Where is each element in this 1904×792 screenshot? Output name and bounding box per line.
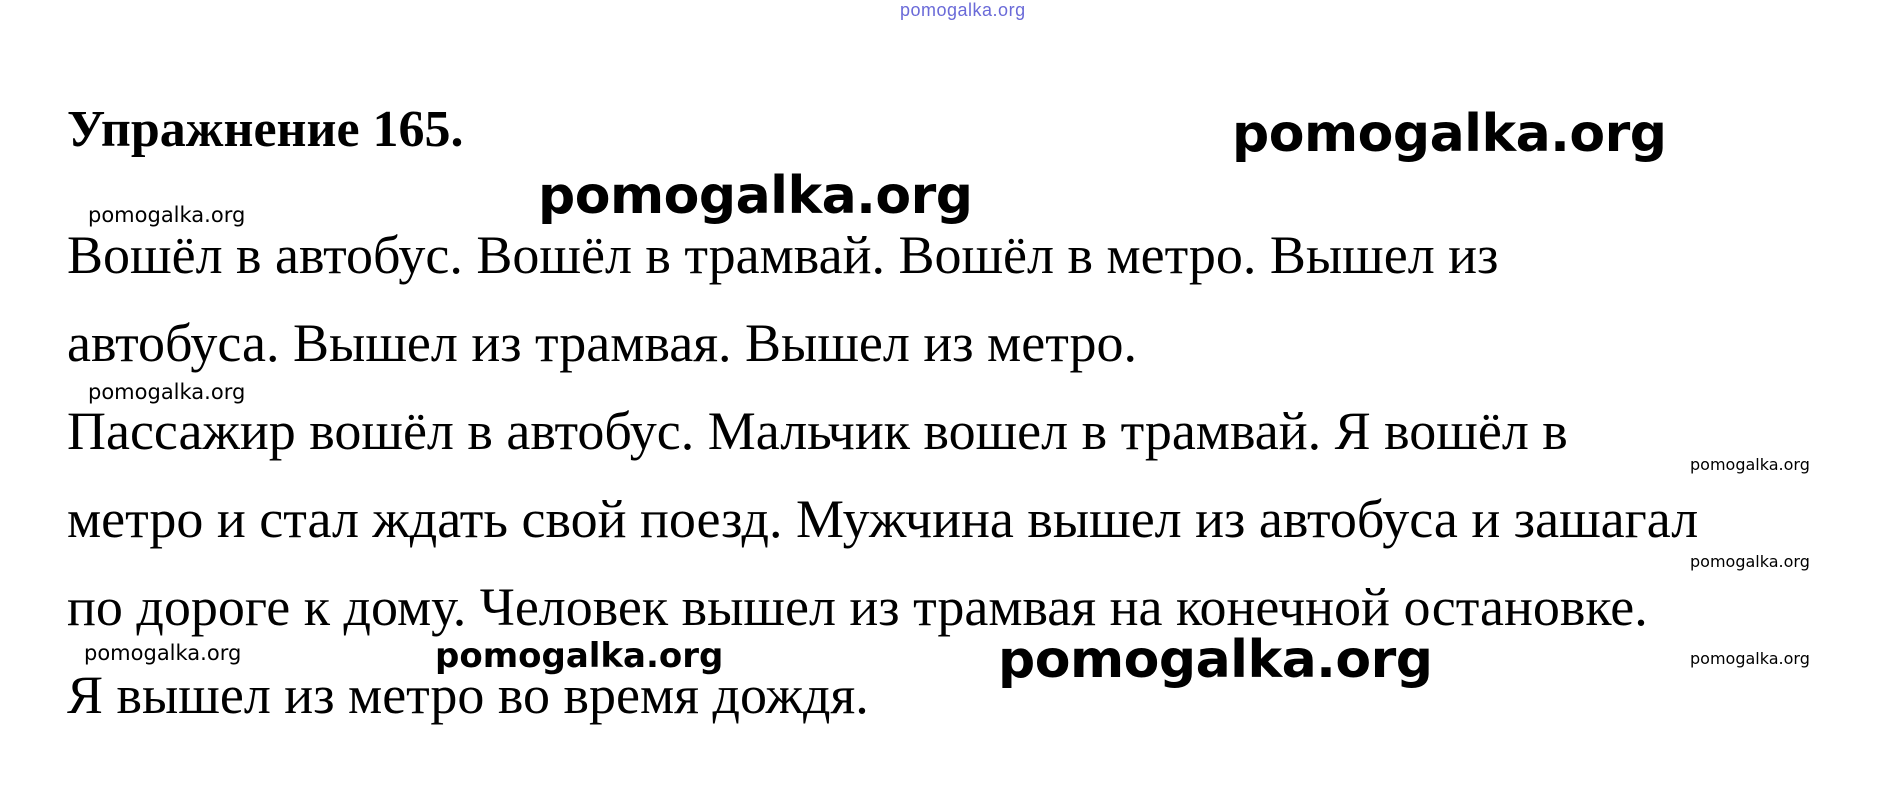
watermark: pomogalka.org — [998, 630, 1433, 690]
text-line: Я вышел из метро во время дождя. — [67, 665, 869, 725]
watermark: pomogalka.org — [88, 203, 246, 227]
watermark: pomogalka.org — [84, 641, 242, 665]
text-line: автобуса. Вышел из трамвая. Вышел из метро. — [67, 313, 1137, 373]
text-line: Пассажир вошёл в автобус. Мальчик вошел в трамвай. Я вошёл в — [67, 401, 1568, 461]
watermark: pomogalka.org — [435, 636, 724, 676]
watermark: pomogalka.org — [1232, 104, 1667, 164]
text-line: Вошёл в автобус. Вошёл в трамвай. Вошёл в метро. Вышел из — [67, 225, 1499, 285]
watermark: pomogalka.org — [538, 166, 973, 226]
watermark: pomogalka.org — [1690, 552, 1810, 571]
text-line: по дороге к дому. Человек вышел из трамвая на конечной остановке. — [67, 577, 1648, 637]
watermark: pomogalka.org — [1690, 649, 1810, 668]
site-link[interactable]: pomogalka.org — [900, 0, 1026, 20]
watermark: pomogalka.org — [88, 380, 246, 404]
text-line: метро и стал ждать свой поезд. Мужчина вышел из автобуса и зашагал — [67, 489, 1699, 549]
exercise-title: Упражнение 165. — [67, 101, 464, 158]
watermark: pomogalka.org — [1690, 455, 1810, 474]
